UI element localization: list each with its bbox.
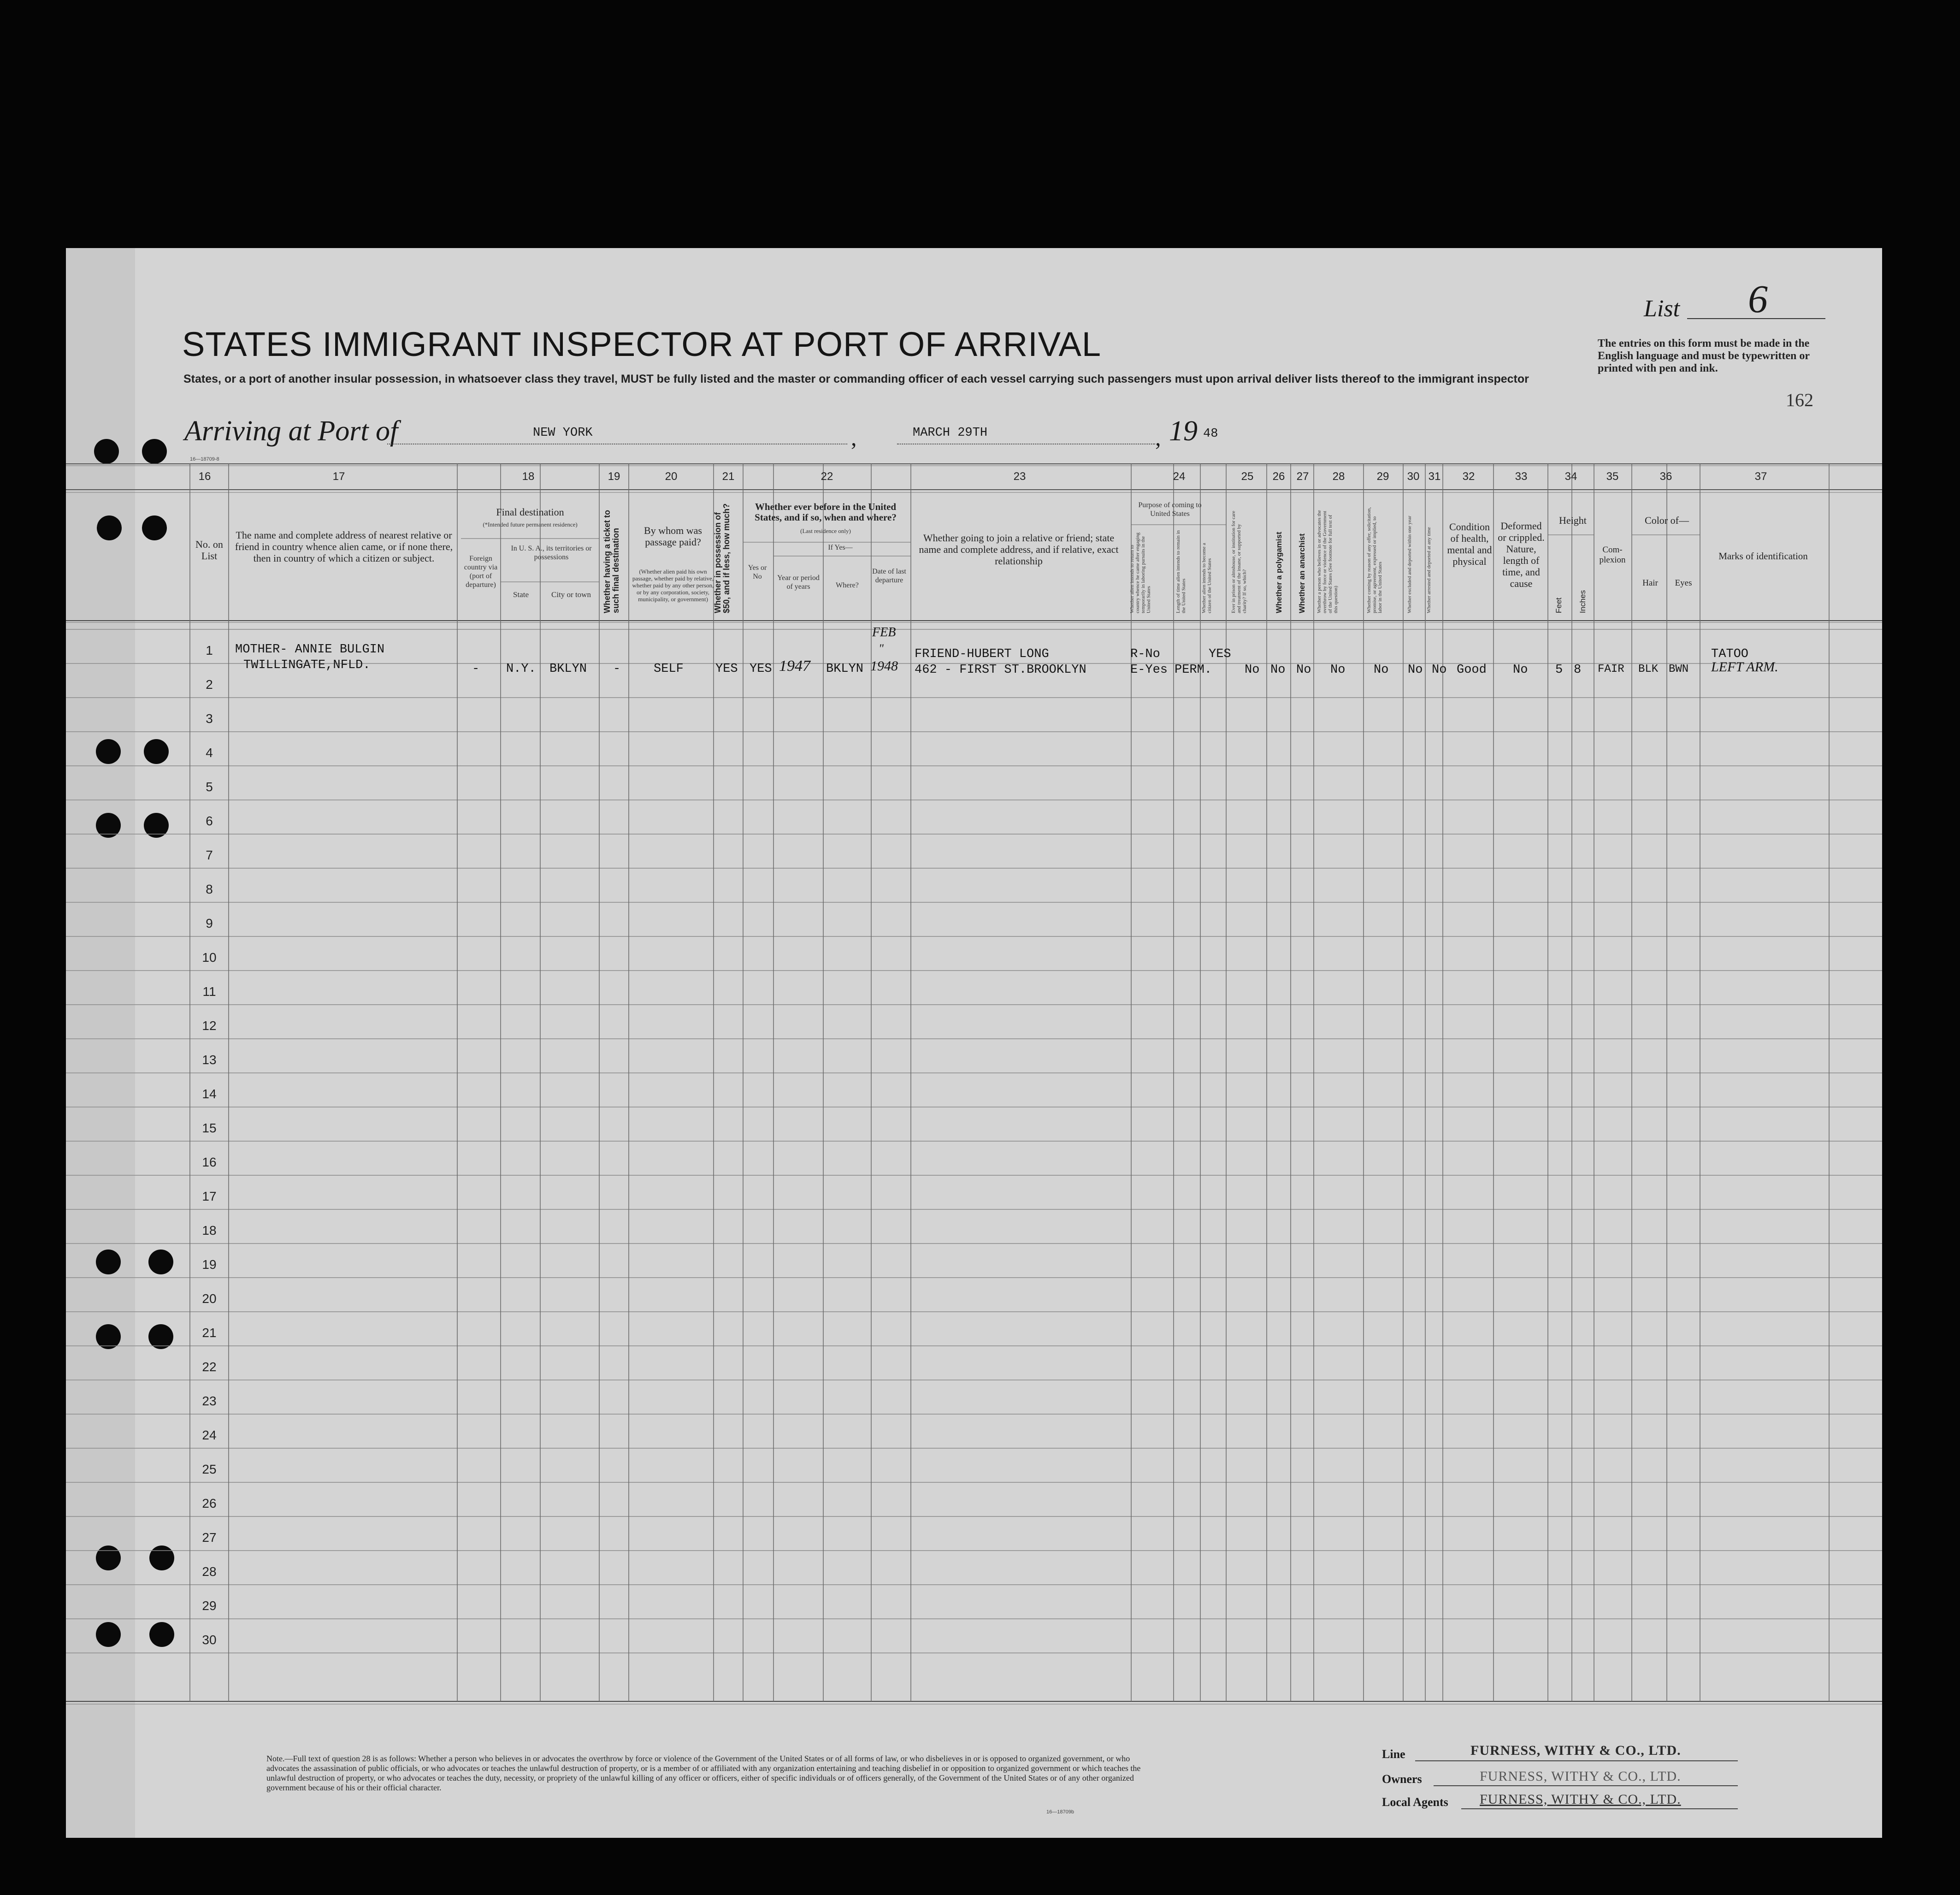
arriving-label: Arriving at Port of [184,415,398,447]
join-address: 462 - FIRST ST.BROOKLYN [915,663,1086,677]
header-ticket: Whether having a ticket to such final destination [602,509,620,613]
paid-by-value: SELF [654,662,684,676]
offer-value: No [1374,663,1389,677]
year-value: 48 [1203,427,1218,441]
agents-value: FURNESS, WITHY & CO., LTD. [1480,1792,1681,1807]
column-number: 20 [665,470,678,483]
marks-value-line1: TATOO [1711,647,1749,661]
column-number: 23 [1013,470,1026,483]
row-number: 21 [202,1326,217,1340]
column-number: 27 [1296,470,1309,483]
column-number: 32 [1462,470,1475,483]
header-final-destination-note: (*Intended future permanent residence) [483,521,578,528]
header-eyes: Eyes [1675,578,1692,588]
header-ever-before-note: (Last residence only) [800,527,851,534]
header-usa: In U. S. A., its territories or possessions [511,545,592,561]
header-join-relative: Whether going to join a relative or friend; state name and complete address, and if relative, exact relationship [919,532,1119,567]
prison-value: No [1245,663,1260,677]
state-value: N.Y. [506,662,536,676]
relative-address: TWILLINGATE,NFLD. [243,658,371,672]
column-number: 36 [1659,470,1672,483]
ticket-value: - [613,662,621,676]
header-feet: Feet [1554,597,1563,613]
row-number: 13 [202,1053,217,1067]
row-number: 1 [206,643,213,657]
row-number: 29 [202,1599,217,1613]
row-number: 11 [202,984,216,999]
row-number: 10 [202,950,217,965]
header-yes-no: Yes or No [748,564,767,580]
has-50-value: YES [715,662,738,676]
agents-label: Local Agents [1382,1795,1448,1809]
citizen-value: YES [1209,647,1231,661]
departure-month: FEB [872,625,896,640]
header-marks: Marks of identification [1718,551,1808,562]
length-stay-value: PERM. [1175,663,1212,677]
header-purpose-length: Length of time alien intends to remain in the United States [1175,530,1187,613]
column-number: 28 [1332,470,1345,483]
header-nearest-relative: The name and complete address of nearest relative or friend in country whence alien came, or if none there, then in country of which a citizen or subject. [235,529,453,564]
row-number: 2 [206,677,213,692]
row-number: 26 [202,1496,217,1510]
form-code-top: 16—18709-8 [190,456,219,462]
inches-value: 8 [1574,663,1582,677]
header-purpose-return: Whether alien intends to return to country whence he came after engaging temporarily in laboring pursuits in the United States [1129,533,1151,613]
foreign-via-value: - [472,662,480,676]
row-number: 28 [202,1564,217,1579]
excluded-value: No [1408,663,1423,677]
join-name: FRIEND-HUBERT LONG [915,647,1049,661]
row-number: 25 [202,1462,217,1476]
header-anarchist: Whether an anarchist [1298,533,1306,613]
column-number: 34 [1564,470,1577,483]
row-number: 4 [206,746,213,760]
footnote-question-28: Note.—Full text of question 28 is as follows: Whether a person who believes in or advocates the overthrow by force or violence of the Government of the United States or of all forms of law, or who disbelieves in or is opposed to organized government, or who advocates the assassination of public officials, or who advocates or teaches the unlawful destruction of property, or is a member of or affiliated with any organization entertaining and teaching disbelief in or opposition to organized government or which teaches the unlawful destruction of property, or who advocates or teaches the duty, necessity, or propriety of the unlawful killing of any officer or officers, either of specific individuals or of officers generally, of the Government of the United States or of any other organized government because of his or their official character. [266,1754,1141,1792]
deformed-value: No [1513,663,1528,677]
year-period-value: 1947 [779,657,810,675]
list-number: 6 [1748,277,1768,321]
header-no-on-list: No. on List [195,539,223,562]
header-year-period: Year or period of years [777,574,820,591]
complexion-value: FAIR [1598,663,1624,675]
row-number: 12 [202,1019,217,1033]
purpose-temp-value: E-Yes [1130,663,1168,677]
row-number: 18 [202,1223,217,1238]
before-us-value: YES [750,662,772,676]
health-value: Good [1457,663,1487,677]
row-number: 23 [202,1394,217,1408]
row-number: 14 [202,1087,217,1101]
column-number: 37 [1754,470,1767,483]
row-number: 20 [202,1291,217,1306]
column-number: 21 [722,470,735,483]
owners-label: Owners [1382,1772,1422,1786]
header-passage-paid-note: (Whether alien paid his own passage, whether paid by relative, whether paid by any other person, or by any corporation, society, municipality, or government) [632,568,714,603]
column-number: 18 [522,470,535,483]
eyes-value: BWN [1669,663,1689,675]
header-if-yes: If Yes— [828,544,853,551]
header-color-of: Color of— [1645,515,1689,526]
header-excluded: Whether excluded and deported within one year [1407,515,1412,613]
anarchist-value: No [1296,663,1311,677]
column-number: 22 [821,470,833,483]
column-number: 35 [1606,470,1619,483]
page-subtitle: States, or a port of another insular possession, in whatsoever class they travel, MUST be fully listed and the master or commanding officer of each vessel carrying such passengers must upon arrival deliver lists thereof to the immigrant inspector [183,373,1529,385]
row-number: 7 [206,848,213,862]
port-value: NEW YORK [533,426,593,440]
header-city: City or town [551,590,591,599]
relative-name: MOTHER- ANNIE BULGIN [235,643,385,657]
header-overthrow: Whether a person who believes in or advocates the overthrow by force or violence of the Government of the United States (See footnote for full text of this question) [1317,510,1339,613]
date-value: MARCH 29TH [913,426,988,440]
header-purpose: Purpose of coming to United States [1138,501,1202,518]
arrested-value: No [1432,663,1447,677]
row-number: 6 [206,814,213,828]
departure-ditto: " [879,642,884,655]
overthrow-value: No [1330,663,1346,677]
header-passage-paid: By whom was passage paid? [644,525,702,548]
row-number: 9 [206,916,213,930]
row-number: 5 [206,780,213,794]
header-date-departure: Date of last departure [872,568,906,584]
owners-value: FURNESS, WITHY & CO., LTD. [1480,1769,1681,1784]
header-ever-before: Whether ever before in the United States, and if so, when and where? [755,501,897,523]
header-inches: Inches [1578,590,1587,613]
header-final-destination: Final destination [496,506,564,518]
line-value: FURNESS, WITHY & CO., LTD. [1470,1743,1681,1758]
header-deformed: Deformed or crippled. Nature, length of time, and cause [1498,520,1545,589]
column-number: 25 [1241,470,1254,483]
row-number: 16 [202,1155,217,1169]
header-state: State [513,590,529,599]
column-number: 33 [1515,470,1528,483]
header-offer-labor: Whether coming by reason of any offer, solicitation, promise, or agreement, expressed or implied, to labor in the United States [1366,507,1383,613]
row-number: 19 [202,1257,217,1272]
header-foreign-country: Foreign country via (port of departure) [464,555,498,589]
row-number: 3 [206,711,213,726]
header-purpose-citizen: Whether alien intends to become a citizen of the United States [1201,543,1212,613]
row-number: 24 [202,1428,217,1442]
where-value: BKLYN [826,662,864,676]
hair-value: BLK [1638,663,1659,675]
row-number: 15 [202,1121,217,1135]
form-code-bottom: 16—18709b [1046,1809,1074,1815]
row-number: 8 [206,882,213,896]
header-hair: Hair [1642,578,1658,588]
header-health: Condition of health, mental and physical [1447,521,1492,567]
purpose-return-value: R-No [1130,647,1160,661]
header-where: Where? [836,581,859,589]
row-number: 17 [202,1189,217,1203]
row-number: 27 [202,1530,217,1545]
departure-year: 1948 [870,658,898,674]
column-number: 19 [608,470,620,483]
polygamist-value: No [1270,663,1286,677]
column-number: 24 [1173,470,1186,483]
instructions-note: The entries on this form must be made in the English language and must be typewritten or printed with pen and ink. [1598,338,1810,374]
column-number: 16 [198,470,211,483]
feet-value: 5 [1555,663,1563,677]
row-number: 22 [202,1360,217,1374]
list-label: List [1644,296,1680,322]
header-arrested: Whether arrested and deported at any time [1426,527,1432,613]
column-number: 31 [1428,470,1441,483]
page-number: 162 [1786,390,1813,410]
row-number: 30 [202,1633,217,1647]
header-prison: Ever in prison or almshouse, or institution for care and treatment of the insane, or supported by charity? If so, which? [1231,510,1247,613]
column-number: 17 [332,470,345,483]
column-number: 30 [1407,470,1420,483]
city-value: BKLYN [549,662,587,676]
page-title: STATES IMMIGRANT INSPECTOR AT PORT OF ARRIVAL [182,325,1102,363]
line-label: Line [1382,1747,1405,1761]
header-polygamist: Whether a polygamist [1275,532,1283,613]
column-number: 26 [1272,470,1285,483]
header-complexion: Com- plexion [1599,545,1626,565]
marks-value-line2: LEFT ARM. [1711,659,1778,675]
header-height: Height [1559,515,1587,526]
year-prefix: 19 [1169,415,1198,447]
header-possession-50: Whether in possession of $50, and if less, how much? [713,503,731,613]
column-number: 29 [1376,470,1389,483]
